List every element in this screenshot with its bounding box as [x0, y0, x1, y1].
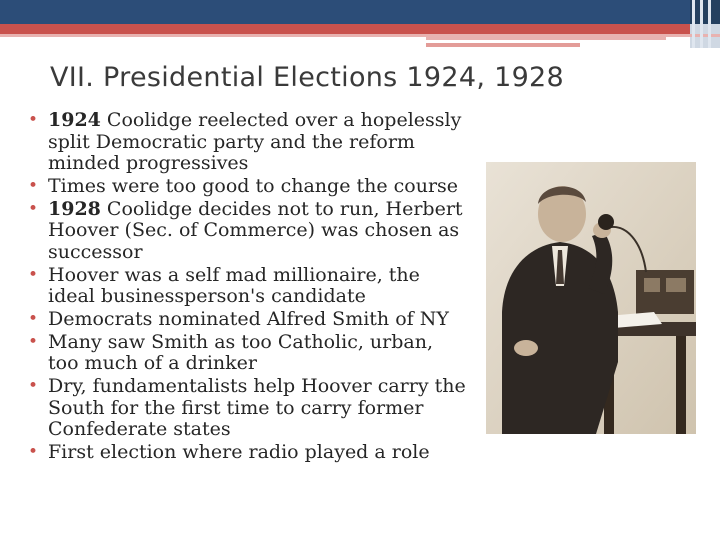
- bullet-item: [28, 199, 468, 264]
- bullet-text: Times were too good to change the course: [48, 174, 459, 197]
- bullet-icon: •: [28, 110, 39, 130]
- header-stripe: [692, 0, 695, 48]
- bullet-text: Many saw Smith as too Catholic, urban, too much of a drinker: [48, 330, 434, 375]
- header-band-pink-short: [426, 37, 666, 40]
- bullet-item: [28, 309, 468, 331]
- header-stripe: [700, 0, 703, 48]
- bullet-item: [28, 442, 468, 464]
- bullet-year: 1924: [48, 109, 101, 131]
- header-band-pink-accent: [426, 43, 580, 47]
- bullet-item: [28, 265, 468, 308]
- bullet-icon: •: [28, 264, 39, 285]
- bullet-text: First election where radio played a role: [48, 441, 430, 464]
- bullet-item: [28, 110, 468, 175]
- bullet-item: [28, 332, 468, 375]
- bullet-text: Coolidge decides not to run, Herbert Hoover (Sec. of Commerce) was chosen as successor: [48, 197, 463, 263]
- slide-title: VII. Presidential Elections 1924, 1928: [50, 62, 565, 93]
- photograph-icon: [486, 162, 696, 434]
- header-stripe: [708, 0, 711, 48]
- bullet-text: Hoover was a self mad millionaire, the ideal businessperson's candidate: [48, 263, 420, 308]
- bullet-year: 1928: [48, 197, 101, 220]
- bullet-icon: •: [28, 175, 39, 196]
- header-band-blue: [0, 0, 720, 24]
- bullet-icon: •: [28, 442, 39, 463]
- bullet-list: [28, 110, 468, 465]
- bullet-icon: •: [28, 376, 39, 397]
- bullet-icon: •: [28, 309, 39, 330]
- bullet-text: Democrats nominated Alfred Smith of NY: [48, 308, 449, 331]
- bullet-icon: •: [28, 331, 39, 352]
- bullet-text: Coolidge reelected over a hopelessly split Democratic party and the reform minded progressives: [48, 109, 462, 174]
- bullet-item: [28, 376, 468, 441]
- hoover-photograph: [486, 162, 696, 434]
- bullet-icon: •: [28, 198, 39, 219]
- bullet-text: Dry, fundamentalists help Hoover carry the South for the first time to carry former Confederate states: [48, 375, 466, 441]
- header-band-red: [0, 24, 720, 34]
- bullet-item: [28, 176, 468, 198]
